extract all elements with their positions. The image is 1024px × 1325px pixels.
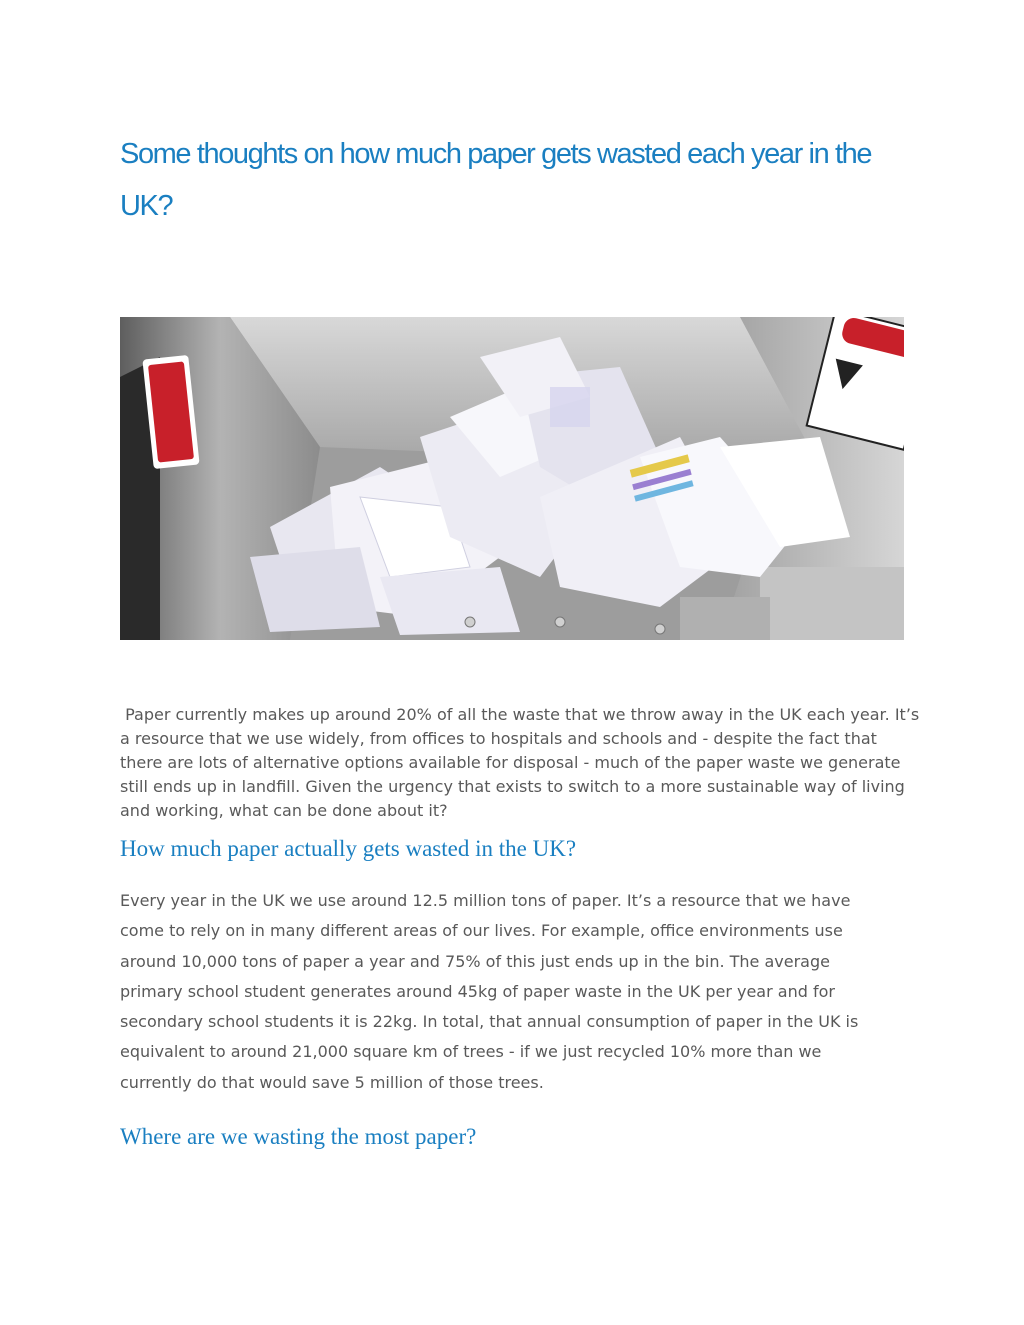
section-heading-paper-wasted: How much paper actually gets wasted in the UK? — [120, 836, 577, 861]
article-photo-paper-shredder — [120, 317, 904, 640]
section-heading-where-wasting: Where are we wasting the most paper? — [120, 1124, 477, 1149]
article-title: Some thoughts on how much paper gets wasted each year in the UK? — [120, 138, 872, 222]
intro-paragraph: Paper currently makes up around 20% of all the waste that we throw away in the UK each year. It’s a resource that we use widely, from offices to hospitals and schools and - despite the fact that there are lots of alternative options available for disposal - much of the paper waste we generate still ends up in landfill. Given the urgency that exists to switch to a more sustainable way of living and working, what can be done about it? — [120, 705, 925, 820]
section-paragraph-paper-wasted: Every year in the UK we use around 12.5 million tons of paper. It’s a resource that we have come to rely on in many different areas of our lives. For example, office environments use around 10,000 tons of paper a year and 75% of this just ends up in the bin. The average primary school student generates around 45kg of paper waste in the UK per year and for secondary school students it is 22kg. In total, that annual consumption of paper in the UK is equivalent to around 21,000 square km of trees - if we just recycled 10% more than we currently do that would save 5 million of those trees. — [120, 891, 859, 1092]
